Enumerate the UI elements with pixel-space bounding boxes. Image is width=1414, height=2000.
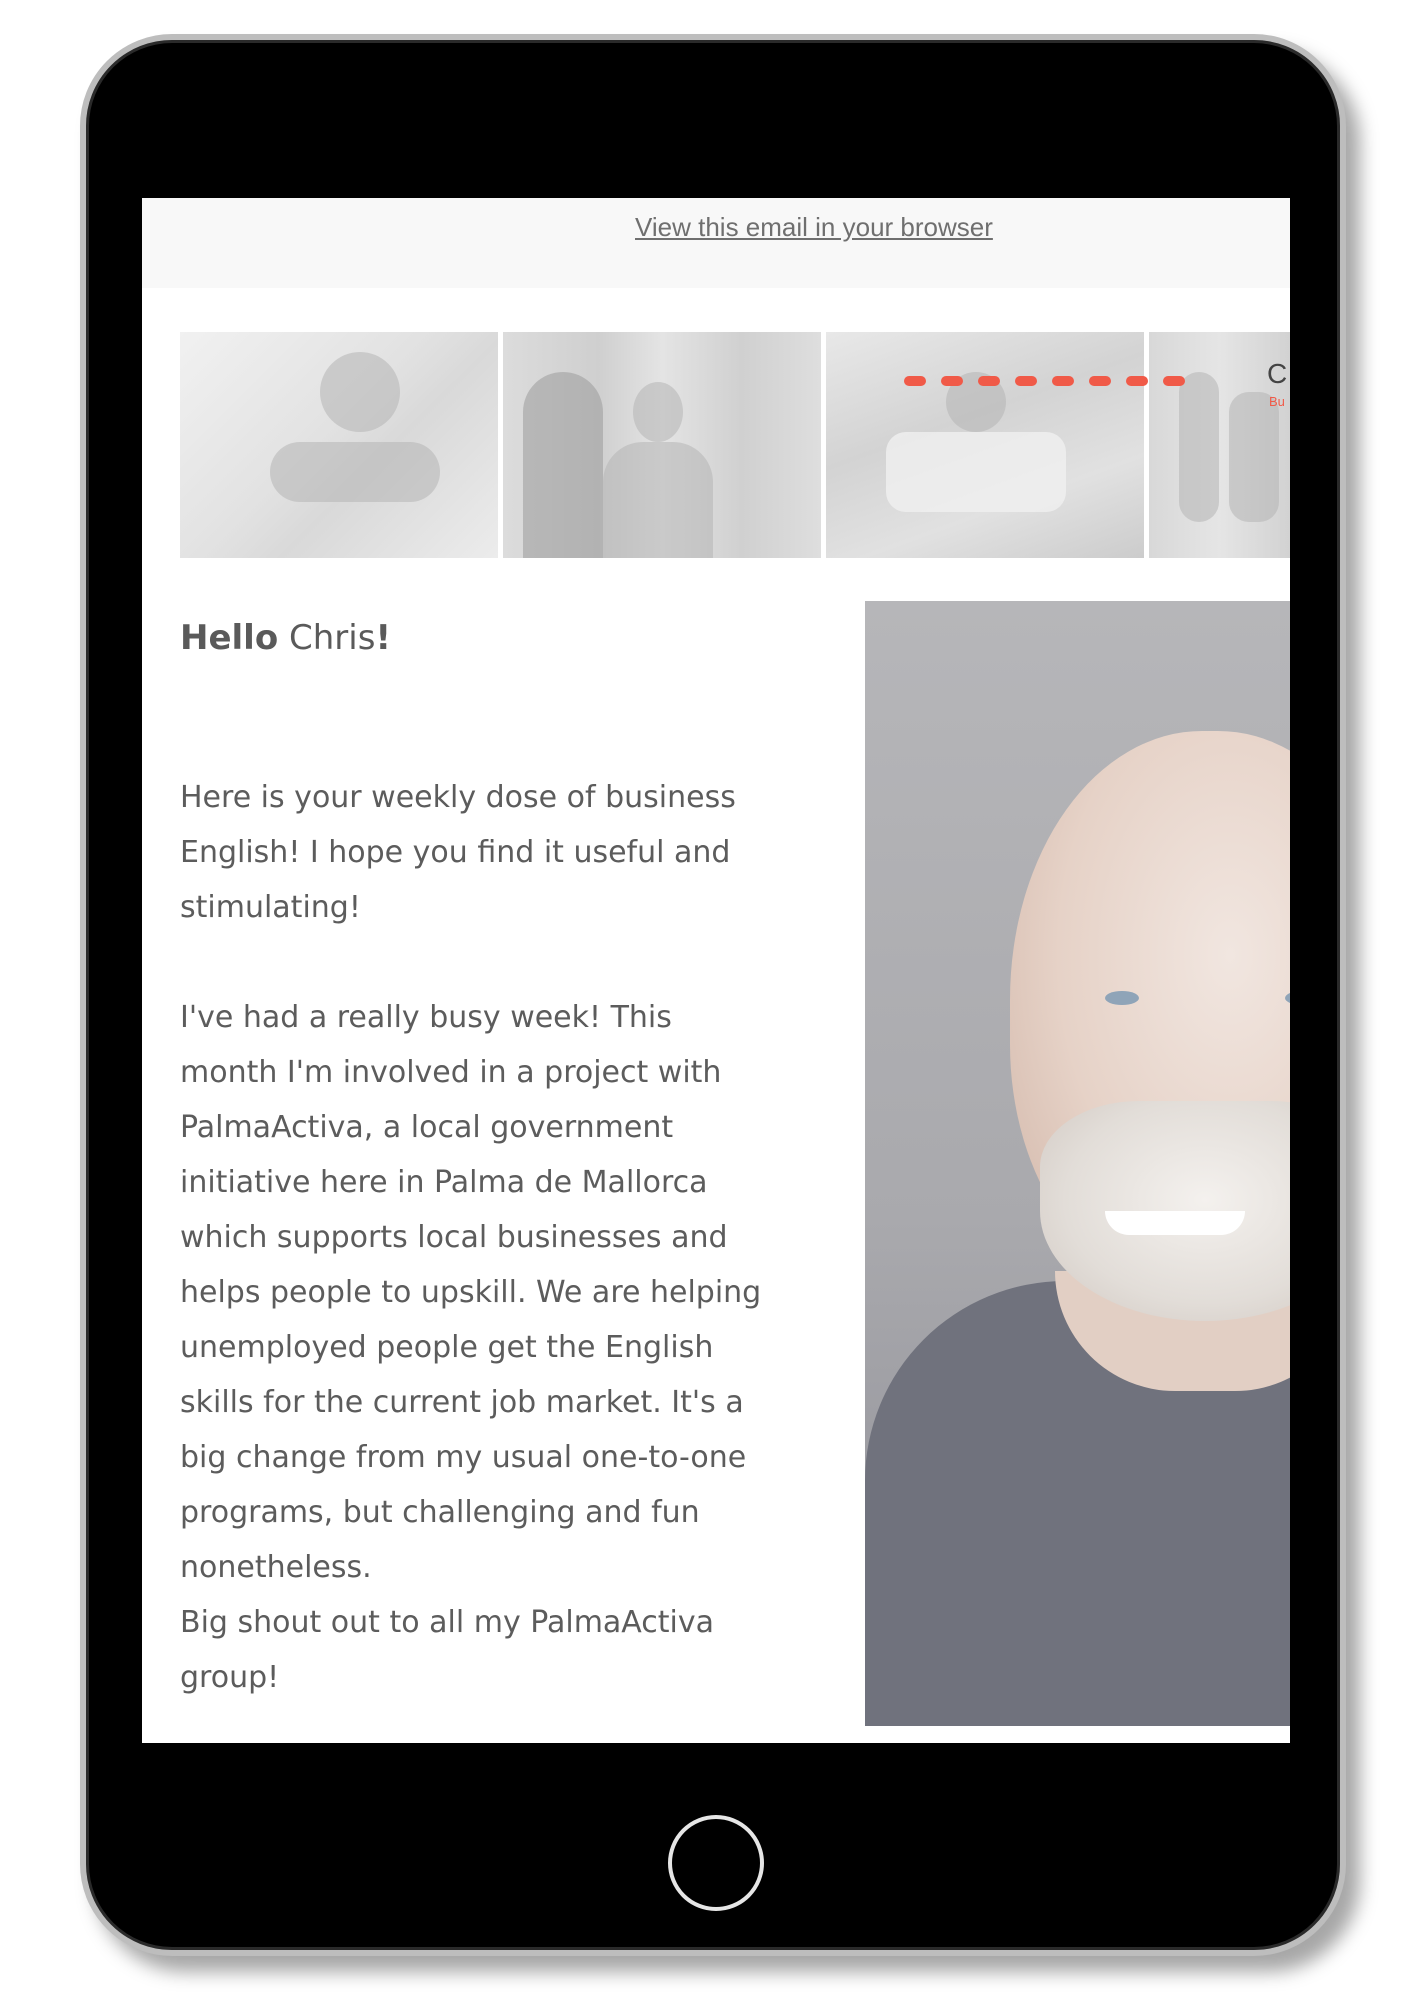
banner-logo-subtext: Bu (1269, 394, 1285, 409)
greeting-exclamation: ! (375, 618, 391, 658)
header-banner (180, 332, 1290, 558)
greeting-name: Chris (289, 618, 376, 658)
banner-photo-meeting (503, 332, 821, 558)
greeting (180, 618, 770, 658)
paragraph-intro: Here is your weekly dose of business English! I hope you find it useful and stimulating! (180, 780, 736, 925)
banner-photo-handshake (180, 332, 498, 558)
portrait-smile (1105, 1211, 1245, 1235)
author-portrait-photo (865, 601, 1290, 1726)
banner-photo-workspace (826, 332, 1144, 558)
view-in-browser-link[interactable]: View this email in your browser (635, 212, 993, 242)
paragraph-busy-week: I've had a really busy week! This month I'm involved in a project with PalmaActiva, a local government initiative here in Palma de Mallorca which supports local businesses and helps people to upskill. We are helping unemployed people get the English skills for the current job market. It's a big change from my usual one-to-one programs, but challenging and fun nonetheless. (180, 1000, 762, 1585)
greeting-hello: Hello (180, 618, 279, 658)
portrait-eye-left (1105, 991, 1139, 1005)
paragraph-shout-out: Big shout out to all my PalmaActiva group! (180, 1605, 715, 1695)
banner-logo-letter: C (1267, 358, 1288, 389)
email-top-bar (142, 198, 1290, 288)
banner-dot-line (904, 376, 1185, 386)
tablet-home-button[interactable] (668, 1815, 764, 1911)
email-screen[interactable] (142, 198, 1290, 1743)
email-body (180, 618, 770, 1705)
